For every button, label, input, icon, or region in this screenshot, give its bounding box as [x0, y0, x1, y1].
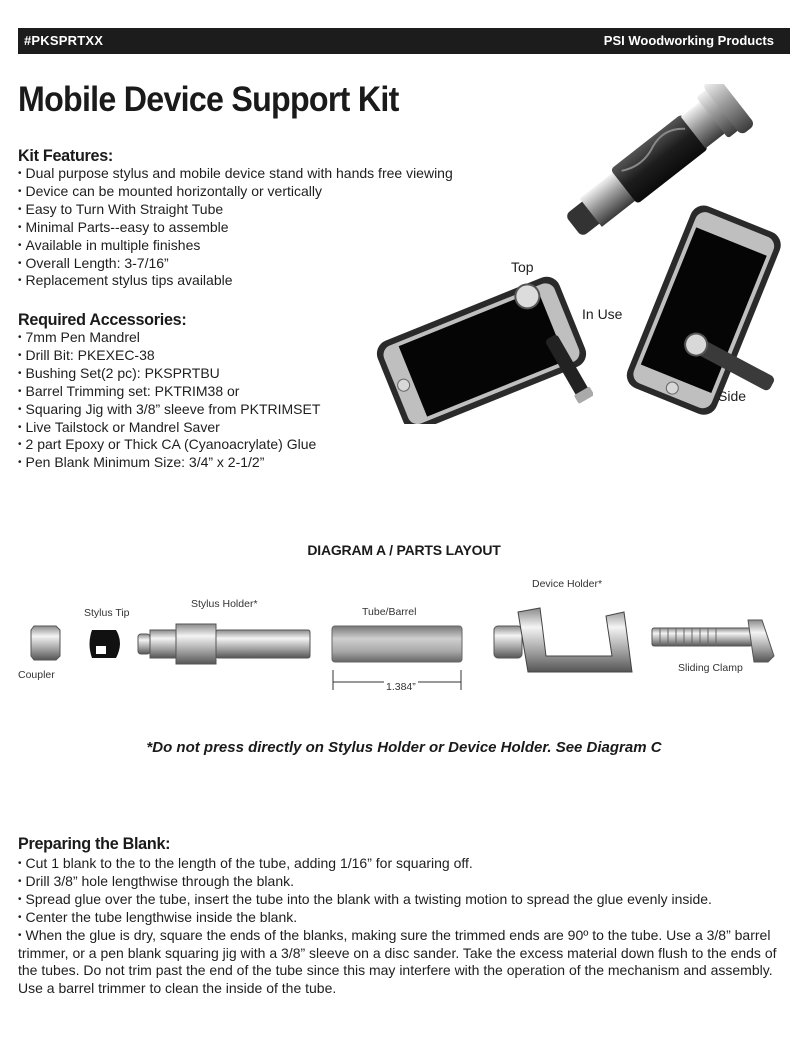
list-item: • When the glue is dry, square the ends of the blanks, making sure the trimmed ends are 90º to the tube. Use a 3/8” barrel trimmer, or a pen blank squaring jig with a 3/8” sleeve on a disc sander. Take the excess material down flush to the ends of the tubes. Do not trim past the end of the tube since this may interfere with the operation of the mechanism and assembly. Use a barrel trimmer to clean the inside of the tube.: [18, 927, 794, 999]
coupler-part: [31, 626, 60, 660]
list-item: • Drill 3/8” hole lengthwise through the blank.: [18, 873, 794, 891]
list-item: • Bushing Set(2 pc): PKSPRTBU: [18, 365, 320, 383]
list-item: • Device can be mounted horizontally or vertically: [18, 183, 453, 201]
sliding-clamp-part: [652, 620, 774, 662]
page-title: Mobile Device Support Kit: [18, 80, 399, 119]
label-device-holder: Device Holder*: [532, 578, 603, 590]
list-item: • Easy to Turn With Straight Tube: [18, 201, 453, 219]
label-coupler: Coupler: [18, 669, 55, 681]
accessories-heading: Required Accessories:: [18, 310, 187, 329]
list-item: • Cut 1 blank to the to the length of the tube, adding 1/16” for squaring off.: [18, 855, 794, 873]
label-tube: Tube/Barrel: [362, 606, 417, 618]
features-list: [18, 165, 453, 290]
list-item: • Overall Length: 3-7/16”: [18, 255, 453, 273]
preparing-list: [18, 855, 794, 998]
list-item: • Barrel Trimming set: PKTRIM38 or: [18, 383, 320, 401]
tube-barrel-part: [332, 626, 462, 662]
list-item: • Pen Blank Minimum Size: 3/4” x 2-1/2”: [18, 454, 320, 472]
list-item: • Dual purpose stylus and mobile device stand with hands free viewing: [18, 165, 453, 183]
label-side: Side: [718, 388, 747, 404]
warning-note: *Do not press directly on Stylus Holder or Device Holder. See Diagram C: [146, 739, 662, 756]
label-dimension: 1.384”: [386, 681, 416, 693]
list-item: • 7mm Pen Mandrel: [18, 329, 320, 347]
list-item: • Squaring Jig with 3/8” sleeve from PKTRIMSET: [18, 401, 320, 419]
phone-photo-vertical: [626, 205, 786, 415]
device-holder-part: [494, 608, 632, 672]
list-item: • Live Tailstock or Mandrel Saver: [18, 419, 320, 437]
stylus-tip-part: [90, 630, 121, 658]
list-item: • 2 part Epoxy or Thick CA (Cyanoacrylate) Glue: [18, 436, 320, 454]
stylus-holder-part: [138, 624, 310, 664]
header-bar: [18, 28, 790, 54]
diagram-title: DIAGRAM A / PARTS LAYOUT: [307, 542, 501, 558]
product-sku: #PKSPRTXX: [24, 33, 104, 48]
list-item: • Available in multiple finishes: [18, 237, 453, 255]
list-item: • Minimal Parts--easy to assemble: [18, 219, 453, 237]
list-item: • Replacement stylus tips available: [18, 272, 453, 290]
list-item: • Spread glue over the tube, insert the tube into the blank with a twisting motion to spread the glue evenly inside.: [18, 891, 794, 909]
features-heading: Kit Features:: [18, 146, 114, 165]
label-in-use: In Use: [582, 306, 623, 322]
list-item: • Drill Bit: PKEXEC-38: [18, 347, 320, 365]
preparing-heading: Preparing the Blank:: [18, 834, 171, 853]
label-stylus-tip: Stylus Tip: [84, 607, 130, 619]
label-top: Top: [511, 259, 534, 275]
label-sliding-clamp: Sliding Clamp: [678, 662, 743, 674]
phone-photo-horizontal: [368, 276, 593, 424]
label-stylus-holder: Stylus Holder*: [191, 598, 258, 610]
accessories-list: [18, 329, 320, 472]
brand-name: PSI Woodworking Products: [603, 33, 774, 48]
list-item: • Center the tube lengthwise inside the blank.: [18, 909, 794, 927]
